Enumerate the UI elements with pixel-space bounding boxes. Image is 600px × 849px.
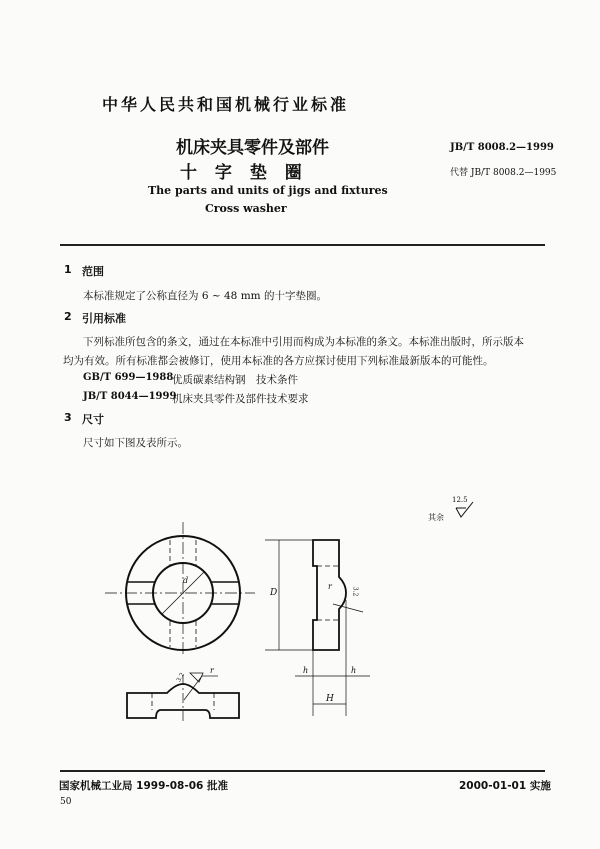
side-view — [265, 540, 370, 716]
page-number: 50 — [60, 797, 72, 807]
dim-D: D — [270, 588, 278, 598]
section-body: 本标准规定了公称直径为 6 ~ 48 mm 的十字垫圈。 — [83, 290, 327, 302]
roughness-symbol-icon — [456, 502, 473, 517]
title-cn: 机床夹具零件及部件 — [176, 138, 329, 158]
front-view — [105, 522, 255, 656]
title-en-2: Cross washer — [205, 202, 287, 215]
ref-title: 优质碳素结构钢 技术条件 — [172, 374, 298, 386]
approval-info: 国家机械工业局 1999-08-06 批准 — [59, 780, 228, 792]
ref-title: 机床夹具零件及部件技术要求 — [172, 393, 309, 405]
dim-h-right: h — [351, 666, 357, 675]
section-body: 尺寸如下图及表所示。 — [83, 437, 188, 449]
standard-number: JB/T 8008.2—1999 — [450, 142, 554, 153]
section-heading: 尺寸 — [82, 413, 104, 426]
dim-h-left: h — [303, 666, 309, 675]
title-en: The parts and units of jigs and fixtures — [148, 184, 388, 197]
section-number: 2 — [64, 310, 72, 323]
replaces-standard: 代替 JB/T 8008.2—1995 — [450, 168, 557, 178]
section-number: 3 — [64, 411, 72, 424]
dim-r-side: r — [328, 582, 332, 591]
section-body: 下列标准所包含的条文，通过在本标准中引用而构成为本标准的条文。本标准出版时，所示版本 — [83, 336, 524, 348]
title-cn-2: 十 字 垫 圈 — [180, 163, 308, 183]
ref-code: GB/T 699—1988 — [83, 372, 174, 383]
dim-r-bottom: r — [210, 666, 214, 675]
section-heading: 引用标准 — [82, 312, 126, 325]
effective-date: 2000-01-01 实施 — [459, 780, 551, 792]
bottom-roughness-value: 3.2 — [175, 671, 187, 684]
roughness-label: 其余 — [428, 513, 444, 522]
section-heading: 范围 — [82, 265, 104, 278]
section-body-cont: 均为有效。所有标准都会被修订，使用本标准的各方应探讨使用下列标准最新版本的可能性。 — [63, 355, 494, 367]
section-number: 1 — [64, 263, 72, 276]
side-roughness-value: 3.2 — [351, 586, 359, 597]
footer-divider — [60, 770, 545, 772]
ref-code: JB/T 8044—1999 — [83, 391, 177, 402]
dim-d: d — [183, 576, 189, 585]
dim-H: H — [326, 694, 334, 704]
roughness-value: 12.5 — [452, 496, 468, 504]
org-standard-title: 中华人民共和国机械行业标准 — [102, 95, 350, 114]
